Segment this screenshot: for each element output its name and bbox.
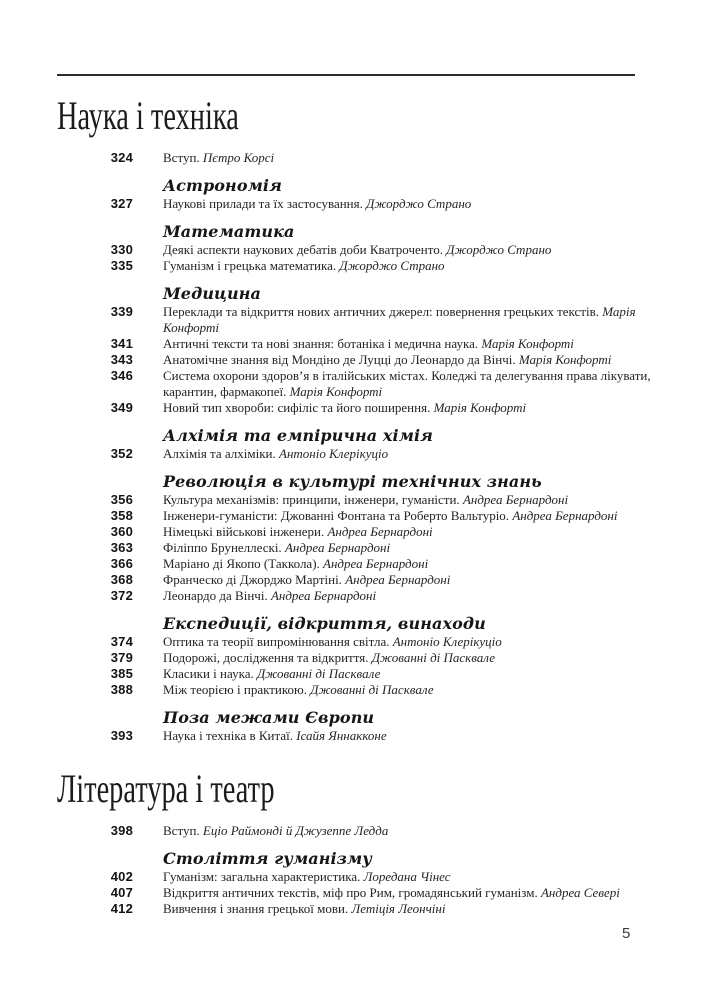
toc-entry [57,901,673,917]
toc-entry [57,556,673,572]
entry-author: Пєтро Корсі [202,150,275,165]
entry-page-number: 327 [110,196,133,211]
entry-author: Андреа Бернардоні [512,508,618,523]
entry-title: Вступ. Еціо Раймонді й Джузеппе Ледда [163,823,389,838]
toc-entry [57,352,673,368]
toc-entry [57,823,673,839]
entry-author: Джованні ді Пасквале [371,650,496,665]
entry-author: Антоніо Клерікуціо [392,634,502,649]
entry-author: Джорджо Страно [339,258,445,273]
entry-page-number: 335 [110,258,133,273]
entry-title: Гуманізм і грецька математика. Джорджо Страно [163,258,445,273]
toc-entry [57,196,673,212]
toc-entry [57,650,673,666]
entry-page-number: 385 [110,666,133,681]
entry-author: Андреа Севері [540,885,620,900]
entry-page-number: 324 [110,150,133,165]
section-title: Наука і техніка [57,93,239,138]
entry-title: Гуманізм: загальна характеристика. Лоредана Чінес [163,869,451,884]
entry-page-number: 356 [110,492,133,507]
entry-title: Наука і техніка в Китаї. Ісайя Яннакконе [163,728,387,743]
group-heading: Астрономія [163,176,282,195]
entry-title: Система охорони здоров’я в італійських містах. Коледжі та делегування права лікувати, карантин, фармакопеї. Марія Конфорті [163,368,651,399]
group-heading: Революція в культурі технічних знань [163,472,542,491]
entry-page-number: 374 [110,634,133,649]
toc-entry [57,524,673,540]
entry-page-number: 346 [110,368,133,383]
toc-entry [57,666,673,682]
entry-author: Андреа Бернардоні [270,588,377,603]
page-number: 5 [622,925,631,942]
toc-entry [57,885,673,901]
entry-page-number: 352 [110,446,133,461]
entry-author: Лоредана Чінес [363,869,451,884]
entry-author: Антоніо Клерікуціо [279,446,389,461]
toc-entry [57,336,673,352]
entry-page-number: 363 [110,540,133,555]
entry-title: Оптика та теорії випромінювання світла. Антоніо Клерікуціо [163,634,502,649]
toc-entry [57,492,673,508]
entry-author: Андреа Бернардоні [462,492,569,507]
toc-entry [57,682,673,698]
entry-page-number: 402 [110,869,133,884]
section-title: Література і театр [57,766,275,811]
toc-entry [57,368,673,400]
entry-author: Джорджо Страно [366,196,472,211]
toc-sections [57,93,673,917]
entry-author: Андреа Бернардоні [327,524,433,539]
group-heading: Століття гуманізму [163,849,372,868]
entry-author: Марія Конфорті [289,384,383,399]
entry-page-number: 393 [110,728,133,743]
entry-author: Джованні ді Пасквале [310,682,434,697]
entry-page-number: 360 [110,524,133,539]
group-heading: Алхімія та емпірична хімія [163,426,434,445]
entry-page-number: 372 [110,588,133,603]
toc-entry [57,242,673,258]
entry-title: Наукові прилади та їх застосування. Джорджо Страно [163,196,472,211]
entry-title: Переклади та відкриття нових античних джерел: повернення грецьких текстів. Марія Конфорті [163,304,636,335]
entry-page-number: 379 [110,650,133,665]
entry-page-number: 358 [110,508,133,523]
entry-author: Марія Конфорті [163,304,636,335]
entry-author: Джорджо Страно [446,242,552,257]
entry-title: Анатомічне знання від Мондіно де Луцці до Леонардо да Вінчі. Марія Конфорті [163,352,612,367]
entry-title: Вивчення і знання грецької мови. Летіція Леончіні [163,901,446,916]
entry-page-number: 366 [110,556,133,571]
entry-title: Класики і наука. Джованні ді Пасквале [163,666,381,681]
entry-title: Античні тексти та нові знання: ботаніка і медична наука. Марія Конфорті [163,336,574,351]
entry-title: Деякі аспекти наукових дебатів доби Кватроченто. Джорджо Страно [163,242,552,257]
entry-page-number: 343 [110,352,133,367]
toc-entry [57,572,673,588]
entry-title: Інженери-гуманісти: Джованні Фонтана та Роберто Вальтуріо. Андреа Бернардоні [163,508,618,523]
entry-author: Марія Конфорті [481,336,574,351]
entry-page-number: 398 [110,823,133,838]
toc-entry [57,400,673,416]
toc-entry [57,258,673,274]
entry-author: Летіція Леончіні [351,901,446,916]
entry-title: Маріано ді Якопо (Таккола). Андреа Бернардоні [163,556,429,571]
section [57,93,673,744]
entry-title: Німецькі військові інженери. Андреа Бернардоні [163,524,433,539]
toc-entry [57,304,673,336]
entry-author: Марія Конфорті [433,400,527,415]
entry-page-number: 349 [110,400,133,415]
entry-author: Ісайя Яннакконе [296,728,387,743]
toc-entry [57,540,673,556]
entry-page-number: 412 [110,901,133,916]
entry-page-number: 339 [110,304,133,319]
entry-author: Джованні ді Пасквале [257,666,381,681]
entry-title: Філіппо Брунеллескі. Андреа Бернардоні [163,540,391,555]
toc-entry [57,446,673,462]
entry-author: Андреа Бернардоні [323,556,429,571]
entry-title: Між теорією і практикою. Джованні ді Пасквале [163,682,434,697]
toc-entry [57,869,673,885]
entry-page-number: 368 [110,572,133,587]
entry-author: Еціо Раймонді й Джузеппе Ледда [202,823,389,838]
entry-page-number: 407 [110,885,133,900]
group-heading: Поза межами Європи [163,708,375,727]
top-rule [57,74,635,76]
toc-entry [57,588,673,604]
toc-entry [57,634,673,650]
toc-entry [57,508,673,524]
entry-author: Андреа Бернардоні [284,540,391,555]
section [57,766,673,917]
entry-title: Культура механізмів: принципи, інженери, гуманісти. Андреа Бернардоні [163,492,569,507]
entry-page-number: 330 [110,242,133,257]
entry-title: Алхімія та алхіміки. Антоніо Клерікуціо [163,446,389,461]
entry-author: Марія Конфорті [518,352,612,367]
group-heading: Експедиції, відкриття, винаходи [163,614,486,633]
group-heading: Математика [163,222,295,241]
entry-title: Вступ. Пєтро Корсі [163,150,275,165]
entry-page-number: 341 [110,336,133,351]
entry-title: Новий тип хвороби: сифіліс та його поширення. Марія Конфорті [163,400,527,415]
group-heading: Медицина [163,284,261,303]
entry-title: Франческо ді Джорджо Мартіні. Андреа Бернардоні [163,572,451,587]
entry-author: Андреа Бернардоні [345,572,451,587]
toc-entry [57,728,673,744]
entry-title: Леонардо да Вінчі. Андреа Бернардоні [163,588,377,603]
entry-title: Подорожі, дослідження та відкриття. Джованні ді Пасквале [163,650,496,665]
toc-entry [57,150,673,166]
entry-page-number: 388 [110,682,133,697]
entry-title: Відкриття античних текстів, міф про Рим, громадянський гуманізм. Андреа Севері [163,885,620,900]
